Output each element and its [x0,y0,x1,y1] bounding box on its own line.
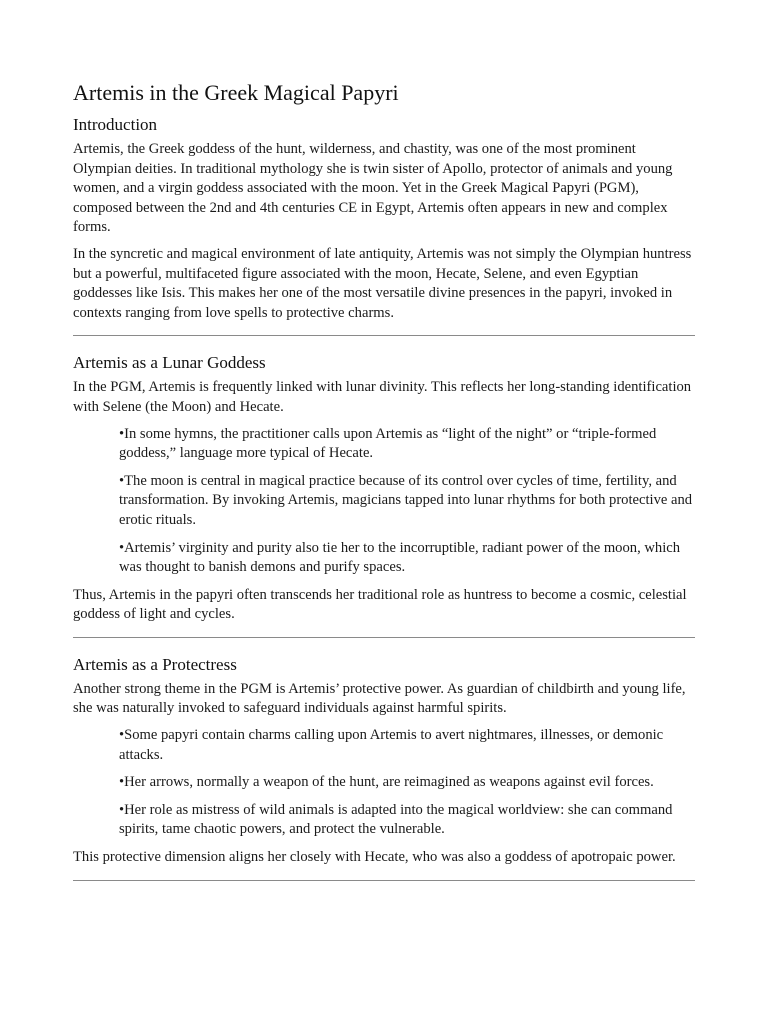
document-title: Artemis in the Greek Magical Papyri [73,80,399,105]
paragraph: In the PGM, Artemis is frequently linked with lunar divinity. This reflects her long-standing identification with Selene (the Moon) and Hecate. [73,379,692,415]
paragraph: This protective dimension aligns her closely with Hecate, who was also a goddess of apotropaic power. [73,849,676,866]
section-divider [73,335,695,336]
section-heading: Artemis as a Lunar Goddess [73,353,266,373]
section-lunar-goddess [73,352,695,625]
paragraph: Thus, Artemis in the papyri often transcends her traditional role as huntress to become a cosmic, celestial goddess of light and cycles. [73,586,687,623]
section-divider [73,637,695,638]
paragraph: Artemis, the Greek goddess of the hunt, wilderness, and chastity, was one of the most prominent Olympian deities. In traditional mythology she is twin sister of Apollo, protector of animals and young women, and a virgin goddess associated with the moon. Yet in the Greek Magical Papyri (PGM), composed between the 2nd and 4th centuries CE in Egypt, Artemis often appears in new and complex forms. [73,141,673,236]
section-protectress [73,654,695,868]
document-page [73,78,695,897]
list-item: • In some hymns, the practitioner calls upon Artemis as “light of the night” or “triple-formed goddess,” language more typical of Hecate. [119,425,695,464]
list-item: • Her role as mistress of wild animals is adapted into the magical worldview: she can command spirits, tame chaotic powers, and protect the vulnerable. [119,801,695,840]
bullet-list [73,726,695,840]
bullet-list [73,425,695,578]
section-heading: Artemis as a Protectress [73,654,237,674]
list-item: • Artemis’ virginity and purity also tie her to the incorruptible, radiant power of the moon, which was thought to banish demons and purify spaces. [119,539,695,578]
section-heading: Introduction [73,115,158,134]
paragraph: In the syncretic and magical environment of late antiquity, Artemis was not simply the Olympian huntress but a powerful, multifaceted figure associated with the moon, Hecate, Selene, and even Egyptian goddesses like Isis. This makes her one of the most versatile divine presences in the papyri, invoked in contexts ranging from love spells to protective charms. [73,245,692,321]
paragraph: Another strong theme in the PGM is Artemis’ protective power. As guardian of childbirth and young life, she was naturally invoked to safeguard individuals against harmful spirits. [73,680,686,717]
section-introduction [73,114,695,323]
section-divider [73,880,695,881]
list-item: • Some papyri contain charms calling upon Artemis to avert nightmares, illnesses, or demonic attacks. [119,726,695,765]
list-item: • Her arrows, normally a weapon of the hunt, are reimagined as weapons against evil forces. [119,773,695,793]
list-item: • The moon is central in magical practice because of its control over cycles of time, fertility, and transformation. By invoking Artemis, magicians tapped into lunar rhythms for both protective and erotic rituals. [119,472,695,531]
